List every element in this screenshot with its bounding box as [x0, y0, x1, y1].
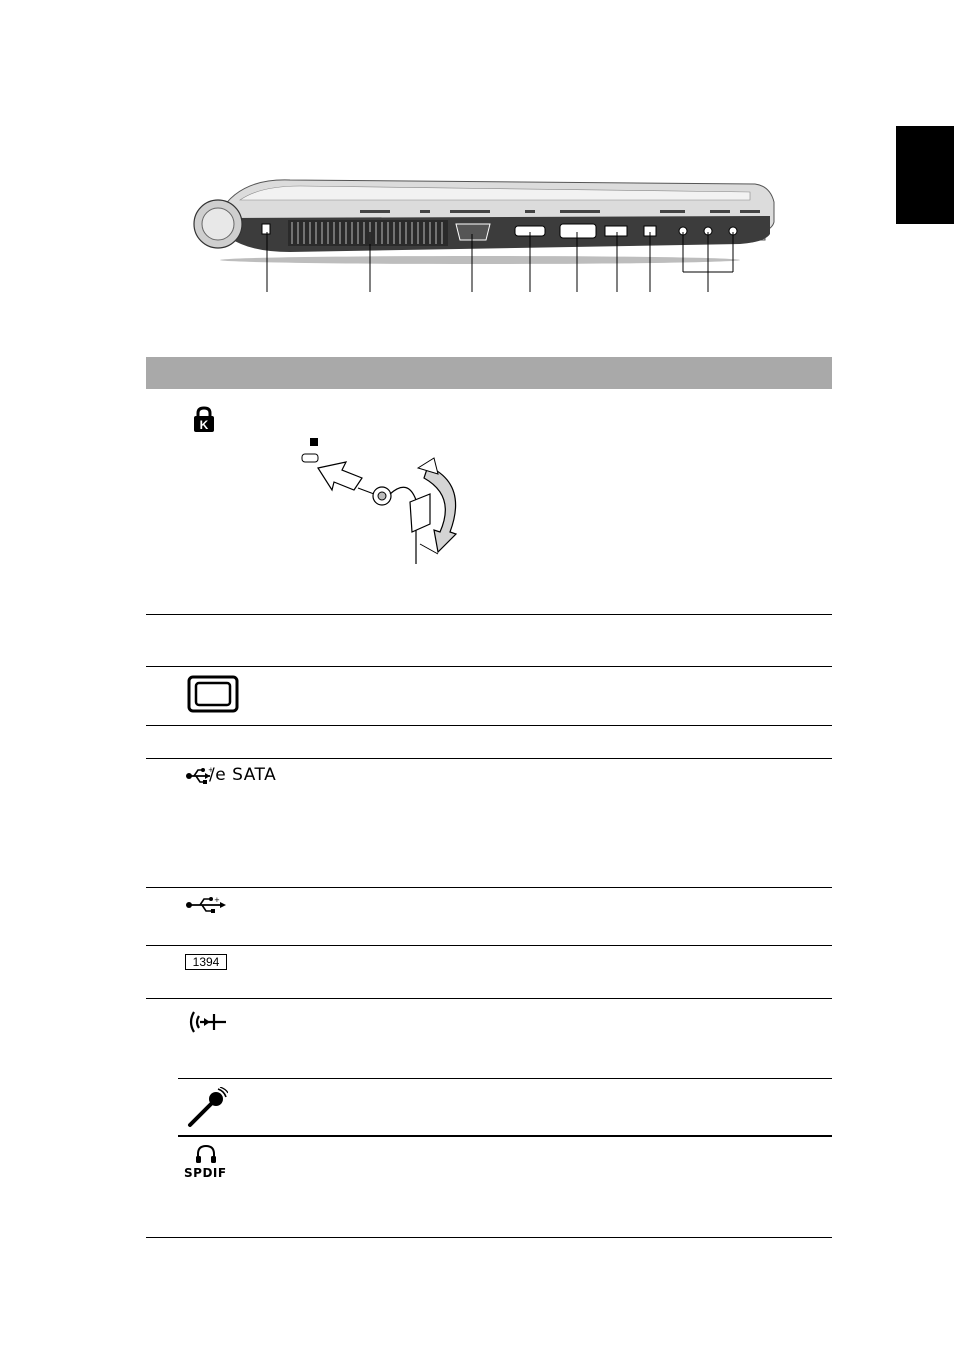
firewire-1394-icon: 1394	[185, 954, 227, 970]
row-divider	[178, 1135, 832, 1137]
line-in-icon	[186, 1008, 230, 1043]
svg-text:+: +	[208, 766, 212, 774]
esata-label: /e SATA	[209, 765, 277, 785]
kensington-lock-icon	[190, 405, 218, 438]
lock-usage-illustration	[298, 438, 470, 571]
row-divider	[146, 614, 832, 615]
table-header-bar	[146, 357, 832, 389]
row-divider	[178, 1078, 832, 1079]
row-divider	[146, 758, 832, 759]
row-divider	[146, 725, 832, 726]
svg-text:+: +	[214, 896, 220, 904]
row-divider	[146, 998, 832, 999]
external-display-icon	[187, 675, 239, 718]
spdif-label: SPDIF	[184, 1166, 227, 1180]
svg-text:K: K	[199, 418, 209, 432]
microphone-icon	[186, 1087, 228, 1134]
row-divider	[146, 1237, 832, 1238]
row-divider	[146, 945, 832, 946]
row-divider	[146, 887, 832, 888]
usb-icon	[186, 895, 228, 920]
row-divider	[146, 666, 832, 667]
laptop-left-side-illustration	[180, 172, 780, 296]
chapter-side-tab	[896, 126, 954, 224]
